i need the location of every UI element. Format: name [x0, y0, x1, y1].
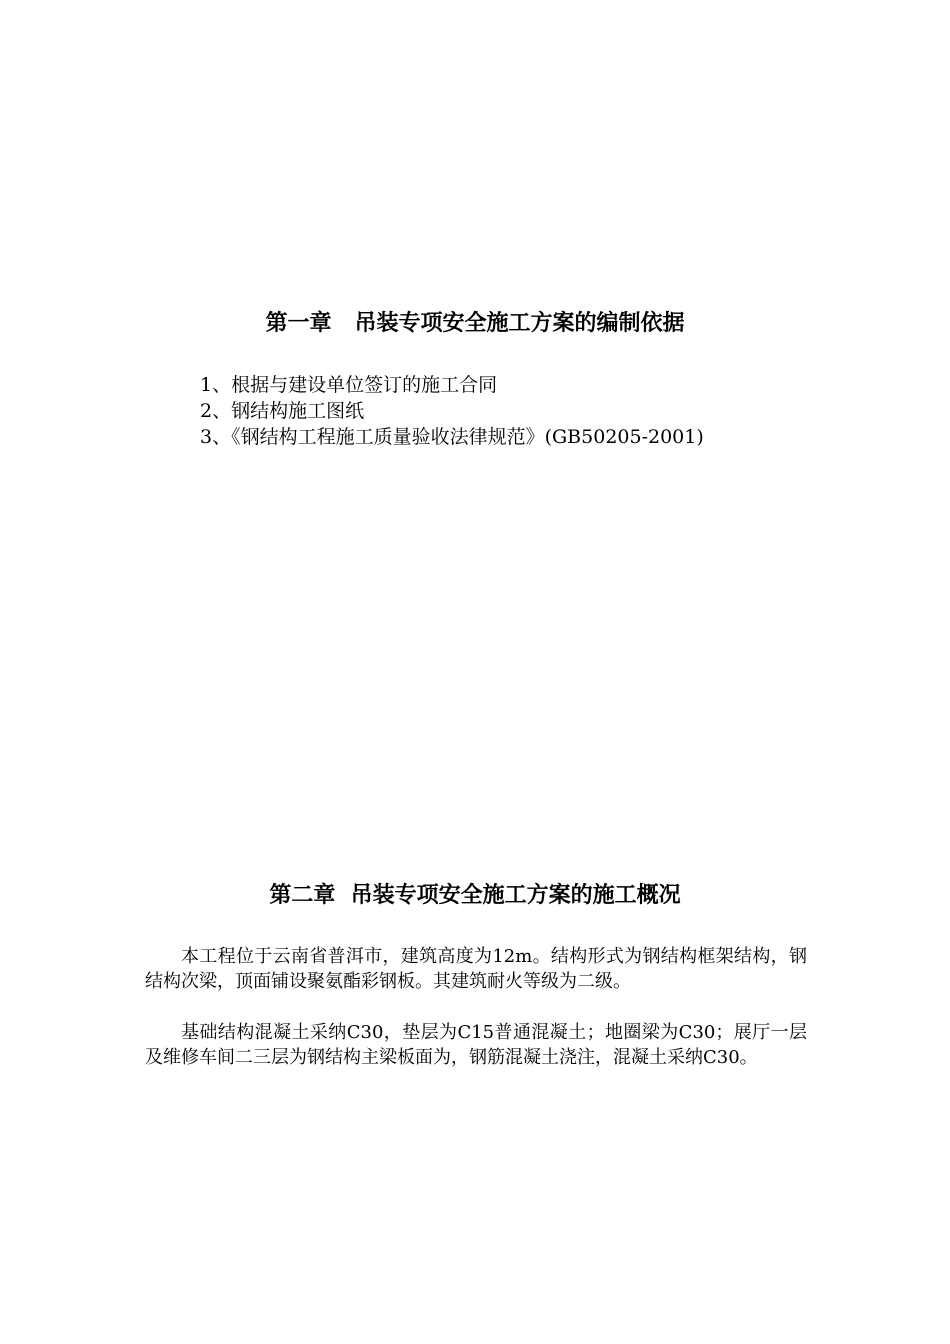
chapter-2-heading: 第二章 吊装专项安全施工方案的施工概况 [269, 883, 681, 908]
basis-item-2: 2、钢结构施工图纸 [200, 400, 365, 422]
overview-paragraph-2: 基础结构混凝土采纳C30，垫层为C15普通混凝土；地圈梁为C30；展厅一层及维修车间二三层为钢结构主梁板面为，钢筋混凝土浇注，混凝土采纳C30。 [145, 1022, 807, 1068]
overview-paragraph-1: 本工程位于云南省普洱市，建筑高度为12m。结构形式为钢结构框架结构，钢结构次梁，顶面铺设聚氨酯彩钢板。其建筑耐火等级为二级。 [145, 946, 807, 992]
basis-item-1: 1、根据与建设单位签订的施工合同 [200, 374, 498, 396]
chapter-1-heading: 第一章 吊装专项安全施工方案的编制依据 [265, 311, 685, 336]
basis-item-3: 3、《钢结构工程施工质量验收法律规范》(GB50205-2001) [200, 426, 704, 448]
basis-list [200, 372, 704, 450]
